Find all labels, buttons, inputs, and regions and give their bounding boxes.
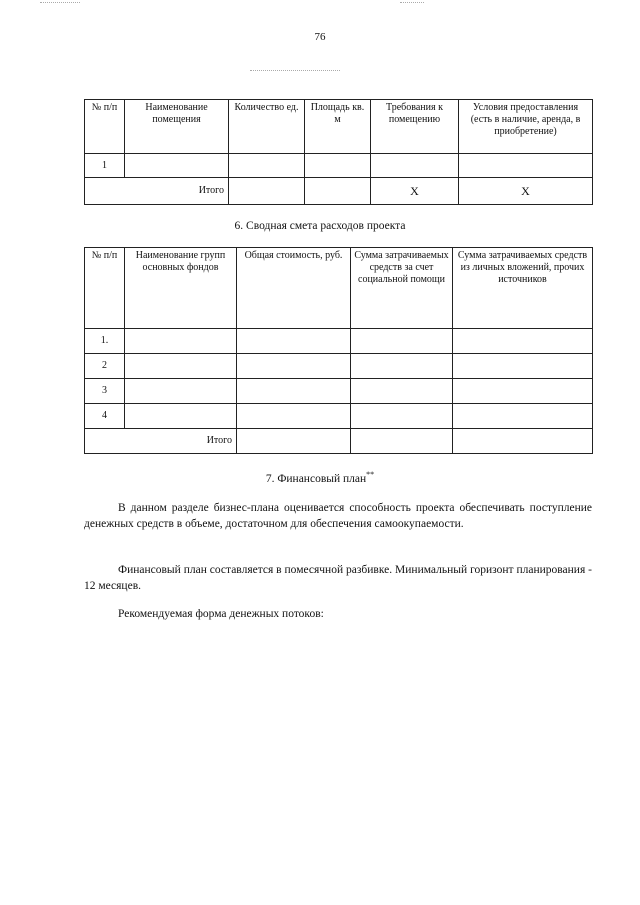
cost-row-num: 3 <box>85 379 125 404</box>
cost-total-row <box>85 429 593 454</box>
financial-plan-paragraph-3: Рекомендуемая форма денежных потоков: <box>118 608 324 620</box>
premises-cell <box>459 154 593 178</box>
cost-cell <box>453 404 593 429</box>
cost-total-cell <box>237 429 351 454</box>
premises-total-cell <box>305 178 371 205</box>
section-7-footnote-mark: ** <box>366 470 375 479</box>
cost-row-num: 4 <box>85 404 125 429</box>
cost-header-social-aid: Сумма затрачиваемых средств за счет социальной помощи <box>351 248 453 329</box>
cost-header-total-cost: Общая стоимость, руб. <box>237 248 351 329</box>
premises-header-requirements: Требования к помещению <box>371 100 459 154</box>
cost-cell <box>237 354 351 379</box>
premises-header-quantity: Количество ед. <box>229 100 305 154</box>
section-6-title: 6. Сводная смета расходов проекта <box>234 220 406 232</box>
cost-cell <box>125 329 237 354</box>
financial-plan-paragraph-2: Финансовый план составляется в помесячной разбивке. Минимальный горизонт планирования - 12 месяцев. <box>84 564 592 592</box>
premises-header-area: Площадь кв. м <box>305 100 371 154</box>
cost-cell <box>351 354 453 379</box>
premises-header-row <box>85 100 593 154</box>
cost-total-label: Итого <box>85 429 237 454</box>
cost-header-row <box>85 248 593 329</box>
premises-total-label: Итого <box>85 178 229 205</box>
premises-cell <box>371 154 459 178</box>
premises-cell <box>229 154 305 178</box>
premises-cell <box>305 154 371 178</box>
table-row <box>85 354 593 379</box>
cost-cell <box>351 379 453 404</box>
premises-total-row <box>85 178 593 205</box>
cost-total-cell <box>453 429 593 454</box>
cost-cell <box>351 329 453 354</box>
premises-total-requirements-mark: Х <box>371 178 459 205</box>
cost-header-group-name: Наименование групп основных фондов <box>125 248 237 329</box>
financial-plan-paragraph-1: В данном разделе бизнес-плана оценивается способность проекта обеспечивать поступление денежных средств в объеме, достаточном для обеспечения самоокупаемости. <box>84 502 592 530</box>
premises-row-num: 1 <box>85 154 125 178</box>
cost-row-num: 1. <box>85 329 125 354</box>
cost-total-cell <box>351 429 453 454</box>
cost-cell <box>351 404 453 429</box>
premises-header-conditions: Условия предоставления (есть в наличие, аренда, в приобретение) <box>459 100 593 154</box>
cost-cell <box>125 354 237 379</box>
table-row <box>85 404 593 429</box>
cost-cell <box>237 379 351 404</box>
cost-header-personal-funds: Сумма затрачиваемых средств из личных вложений, прочих источников <box>453 248 593 329</box>
premises-header-num: № п/п <box>85 100 125 154</box>
section-7-title-text: 7. Финансовый план <box>265 472 367 485</box>
cost-cell <box>237 404 351 429</box>
scan-artifact-top-right <box>400 2 424 4</box>
cost-header-num: № п/п <box>85 248 125 329</box>
cost-estimate-table <box>84 247 593 454</box>
scan-artifact-under-number <box>250 70 340 72</box>
cost-row-num: 2 <box>85 354 125 379</box>
section-7-title <box>0 470 640 485</box>
cost-cell <box>237 329 351 354</box>
cost-cell <box>125 379 237 404</box>
cost-cell <box>453 329 593 354</box>
cost-cell <box>125 404 237 429</box>
table-row <box>85 154 593 178</box>
premises-table <box>84 99 593 205</box>
scan-artifact-top-left <box>40 2 80 4</box>
cost-cell <box>453 379 593 404</box>
premises-total-conditions-mark: Х <box>459 178 593 205</box>
table-row <box>85 379 593 404</box>
cost-cell <box>453 354 593 379</box>
table-row <box>85 329 593 354</box>
premises-total-cell <box>229 178 305 205</box>
page-number: 76 <box>314 31 326 43</box>
premises-cell <box>125 154 229 178</box>
premises-header-name: Наименование помещения <box>125 100 229 154</box>
